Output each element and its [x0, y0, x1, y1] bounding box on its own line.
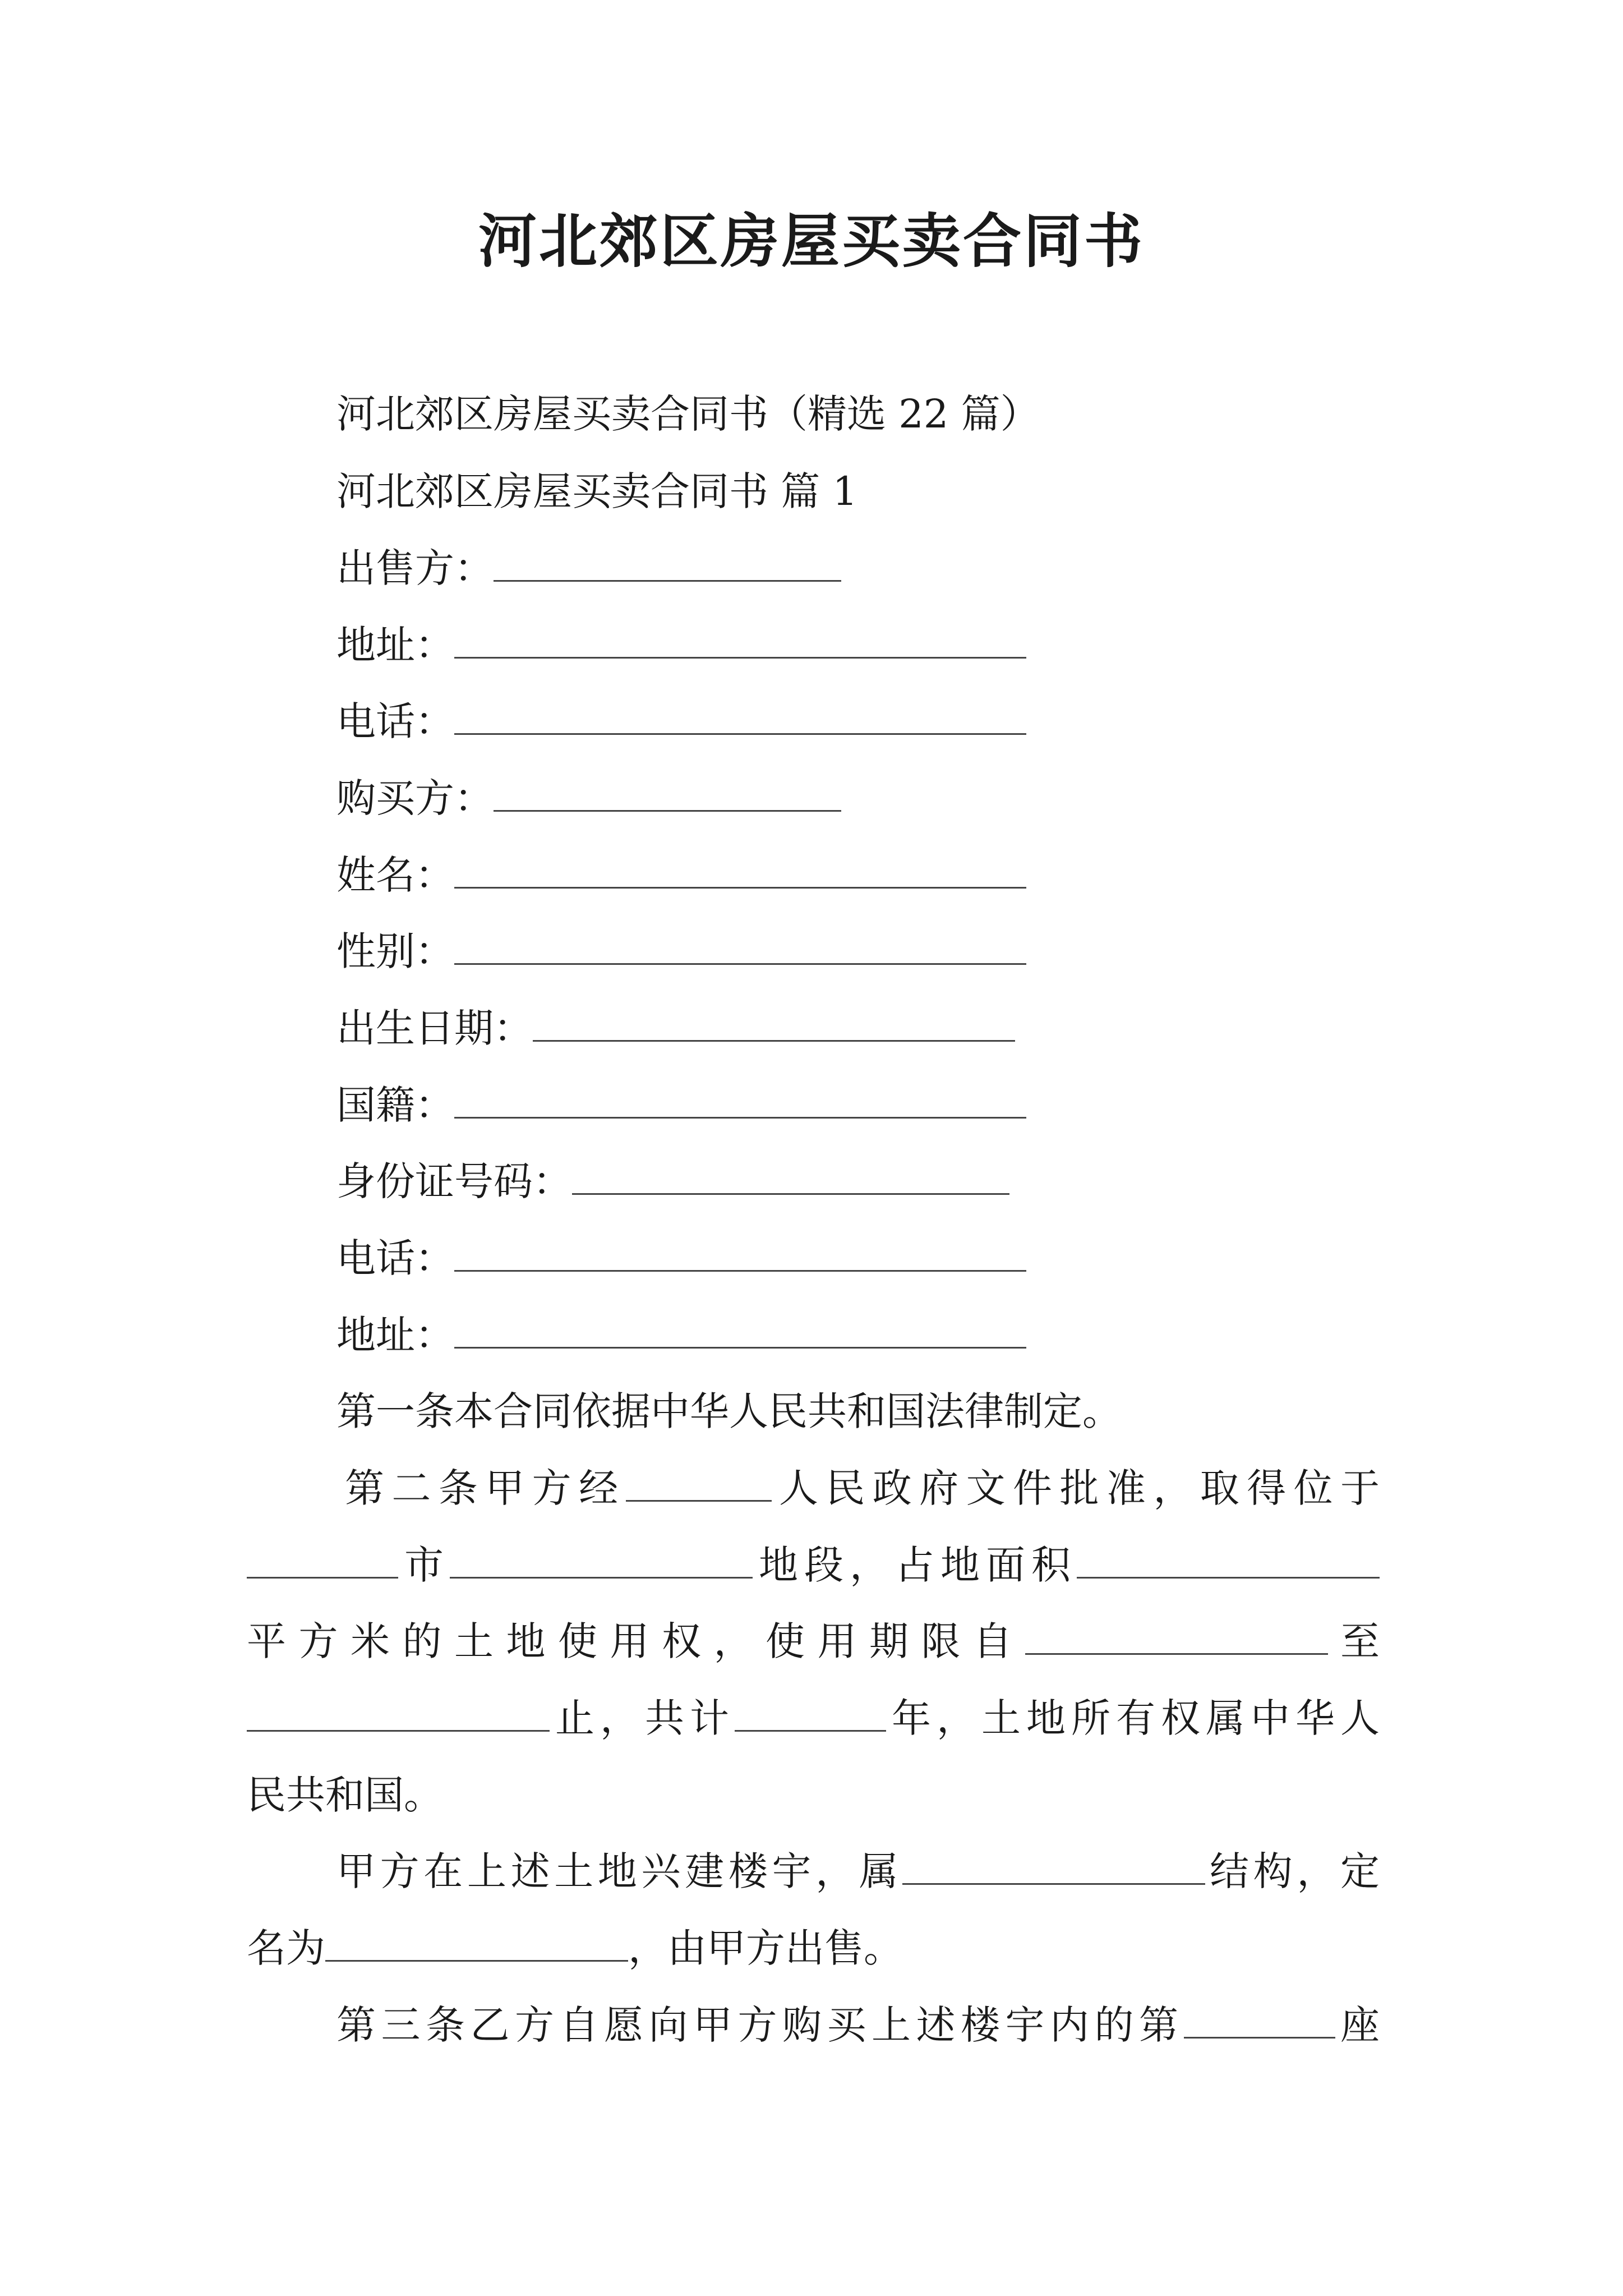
- buyer-birth-field: [336, 1001, 1015, 1055]
- seller-blank[interactable]: [494, 545, 841, 582]
- seller-field: [336, 541, 841, 595]
- article-2-text: 止，共计: [550, 1695, 735, 1741]
- paragraph-3-line-2: [247, 1921, 903, 1975]
- article-2-text: 人民政府文件批准，取得位于: [771, 1465, 1380, 1511]
- paragraph-3-line-1: [336, 1844, 1380, 1898]
- buyer-address-blank[interactable]: [454, 1312, 1026, 1349]
- seller-address-field: [336, 618, 1026, 672]
- buyer-birth-blank[interactable]: [533, 1005, 1015, 1042]
- article-3-text: 座: [1335, 2002, 1380, 2048]
- years-blank[interactable]: [735, 1695, 886, 1732]
- buyer-gender-field: [336, 924, 1026, 978]
- buyer-name-field: [336, 848, 1026, 902]
- paragraph-3-text: 甲方在上述土地兴建楼宇，属: [336, 1848, 903, 1894]
- buyer-phone-field: [336, 1231, 1026, 1285]
- buyer-address-field: [336, 1308, 1026, 1362]
- article-3-line-1: [336, 1998, 1380, 2052]
- article-2-line-2: [247, 1538, 1380, 1592]
- buyer-blank[interactable]: [494, 775, 841, 812]
- term-start-blank[interactable]: [1025, 1618, 1328, 1655]
- paragraph-3-text: 结构，定: [1205, 1848, 1380, 1894]
- seller-label: 出售方：: [336, 545, 494, 591]
- paragraph-3-text: 名为: [247, 1925, 325, 1971]
- seller-address-blank[interactable]: [454, 622, 1026, 659]
- article-2-line-4: [247, 1691, 1380, 1745]
- article-2-line-3: [247, 1614, 1380, 1668]
- building-number-blank[interactable]: [1184, 2002, 1335, 2039]
- seller-phone-field: [336, 694, 1026, 748]
- buyer-phone-label: 电话：: [336, 1235, 454, 1281]
- district-blank[interactable]: [450, 1542, 753, 1579]
- seller-phone-label: 电话：: [336, 698, 454, 744]
- approving-government-blank[interactable]: [626, 1465, 772, 1502]
- buyer-nationality-label: 国籍：: [336, 1082, 454, 1128]
- buyer-id-field: [336, 1154, 1009, 1208]
- seller-phone-blank[interactable]: [454, 698, 1026, 735]
- buyer-birth-label: 出生日期：: [336, 1005, 533, 1051]
- article-2-line-1: [345, 1461, 1380, 1515]
- article-2-line-5: 民共和国。: [247, 1772, 443, 1818]
- buyer-id-blank[interactable]: [572, 1158, 1009, 1195]
- seller-address-label: 地址：: [336, 622, 454, 668]
- building-name-blank[interactable]: [325, 1925, 628, 1962]
- article-2-text: 市: [398, 1542, 450, 1588]
- buyer-id-label: 身份证号码：: [336, 1158, 572, 1204]
- document-subtitle: 河北郊区房屋买卖合同书（精选 22 篇）: [336, 391, 1040, 437]
- article-2-text: 年，土地所有权属中华人: [886, 1695, 1380, 1741]
- article-1: 第一条本合同依据中华人民共和国法律制定。: [336, 1388, 1122, 1434]
- buyer-nationality-field: [336, 1078, 1026, 1132]
- buyer-gender-label: 性别：: [336, 928, 454, 974]
- land-area-blank[interactable]: [1077, 1542, 1380, 1579]
- buyer-nationality-blank[interactable]: [454, 1082, 1026, 1119]
- buyer-field: [336, 771, 841, 825]
- buyer-phone-blank[interactable]: [454, 1235, 1026, 1272]
- buyer-name-blank[interactable]: [454, 852, 1026, 889]
- buyer-name-label: 姓名：: [336, 852, 454, 898]
- city-blank[interactable]: [247, 1542, 398, 1579]
- article-2-text: 地段，占地面积: [753, 1542, 1077, 1588]
- section-heading: 河北郊区房屋买卖合同书 篇 1: [336, 468, 858, 514]
- buyer-address-label: 地址：: [336, 1312, 454, 1358]
- term-end-blank[interactable]: [247, 1695, 550, 1732]
- paragraph-3-text: ，由甲方出售。: [628, 1925, 903, 1971]
- document-title: 河北郊区房屋买卖合同书: [478, 206, 1145, 275]
- article-3-text: 第三条乙方自愿向甲方购买上述楼宇内的第: [336, 2002, 1184, 2048]
- structure-blank[interactable]: [902, 1848, 1205, 1885]
- article-2-text: 第二条甲方经: [345, 1465, 626, 1511]
- buyer-gender-blank[interactable]: [454, 928, 1026, 965]
- article-2-text: 平方米的土地使用权，使用期限自: [247, 1618, 1025, 1664]
- article-2-text: 至: [1327, 1618, 1380, 1664]
- buyer-label: 购买方：: [336, 775, 494, 821]
